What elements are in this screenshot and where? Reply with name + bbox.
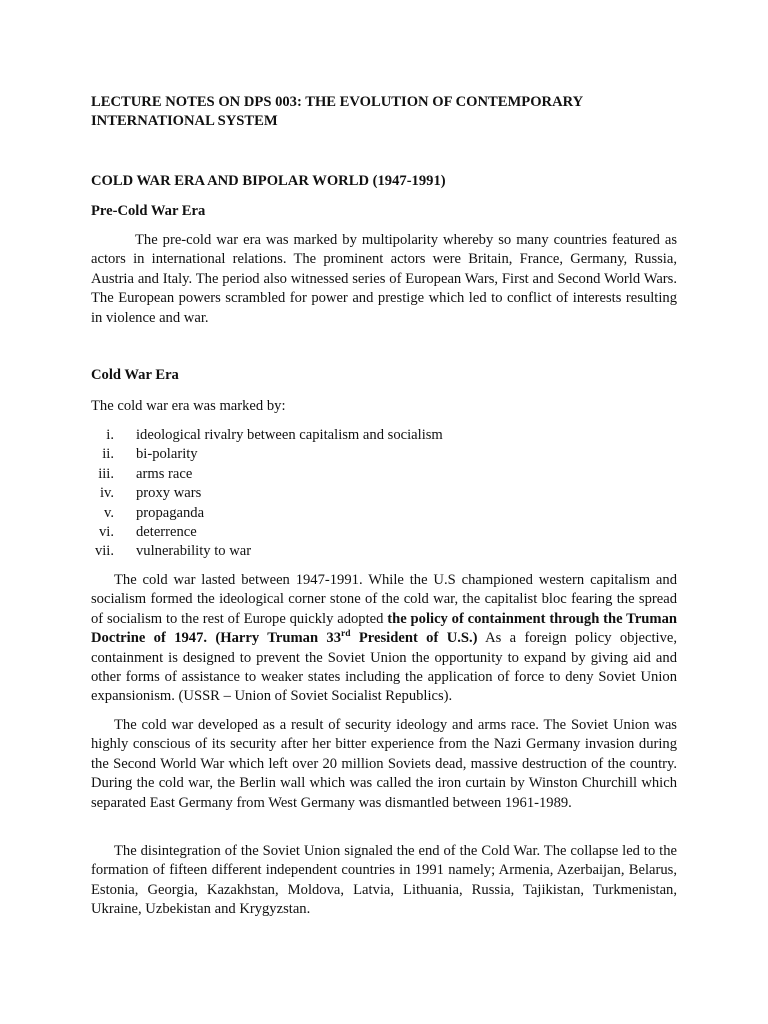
- coldwar-paragraph-3: The disintegration of the Soviet Union signaled the end of the Cold War. The collapse led to the formation of fifteen different independent countries in 1991 namely; Armenia, Azerbaijan, Belarus, Estonia, Georgia, Kazakhstan, Moldova, Latvia, Lithuania, Russia, Tajikistan, Turkmenistan, Ukraine, Uzbekistan and Krygyzstan.: [91, 843, 677, 918]
- precold-paragraph: The pre-cold war era was marked by multipolarity whereby so many countries featured as actors in international relations. The prominent actors were Britain, France, Germany, Russia, Austria and Italy. The period also witnessed series of European Wars, First and Second World Wars. The European powers scrambled for power and prestige which led to conflict of interests resulting in violence and war.: [91, 232, 677, 326]
- coldwar-list: [91, 426, 677, 562]
- section-heading: COLD WAR ERA AND BIPOLAR WORLD (1947-1991): [91, 173, 446, 189]
- list-item-number: iv.: [99, 485, 114, 502]
- coldwar-paragraph-2: The cold war developed as a result of security ideology and arms race. The Soviet Union was highly conscious of its security after her bitter experience from the Nazi Germany invasion during the Second World War which left over 20 million Soviets dead, massive destruction of the country. During the cold war, the Berlin wall which was called the iron curtain by Winston Churchill which separated East Germany from West Germany was dismantled between 1961-1989.: [91, 717, 677, 811]
- list-item-text: proxy wars: [136, 485, 202, 502]
- list-item-text: arms race: [136, 465, 193, 482]
- coldwar-heading: Cold War Era: [91, 367, 179, 383]
- containment-policy-text: the policy of containment through the Truman Doctrine of 1947. (Harry Truman 33: [91, 610, 677, 647]
- list-item: [91, 504, 677, 523]
- ordinal-superscript: rd: [341, 629, 351, 640]
- list-item-text: bi-polarity: [136, 446, 198, 463]
- list-item: [91, 542, 677, 561]
- list-item-text: vulnerability to war: [136, 543, 252, 560]
- list-item: [91, 523, 677, 542]
- coldwar-paragraph-1-end: As a foreign policy objective, containment is designed to prevent the Soviet Union the opportunity to expand by giving aid and other forms of assistance to weaker states including the application of force to deny Soviet Union expansionism. (USSR – Union of Soviet Socialist Republics).: [91, 630, 677, 705]
- list-item: [91, 426, 677, 445]
- list-item-number: ii.: [102, 446, 114, 463]
- list-item-number: iii.: [98, 465, 114, 482]
- coldwar-intro: The cold war era was marked by:: [91, 398, 286, 414]
- document-title: [91, 93, 691, 132]
- precold-heading: Pre-Cold War Era: [91, 203, 206, 219]
- president-text: President of U.S.): [350, 630, 478, 647]
- list-item-number: vii.: [94, 543, 114, 560]
- list-item-text: propaganda: [136, 504, 205, 521]
- list-item-number: vi.: [99, 523, 114, 540]
- list-item: [91, 484, 677, 503]
- list-item-number: v.: [104, 504, 114, 521]
- list-item: [91, 465, 677, 484]
- coldwar-paragraph-1: [91, 571, 677, 707]
- list-item-text: ideological rivalry between capitalism and socialism: [136, 427, 443, 443]
- list-item: [91, 445, 677, 464]
- list-item-number: i.: [106, 427, 114, 443]
- coldwar-paragraph-1-start: The cold war lasted between 1947-1991. While the U.S championed western capitalism and socialism formed the ideological corner stone of the cold war, the capitalist bloc fearing the spread of socialism to the rest of Europe quickly adopted: [91, 572, 677, 627]
- document-title-line-1: LECTURE NOTES ON DPS 003: THE EVOLUTION OF CONTEMPORARY: [91, 94, 584, 110]
- list-item-text: deterrence: [136, 523, 197, 540]
- document-title-line-2: INTERNATIONAL SYSTEM: [91, 113, 278, 130]
